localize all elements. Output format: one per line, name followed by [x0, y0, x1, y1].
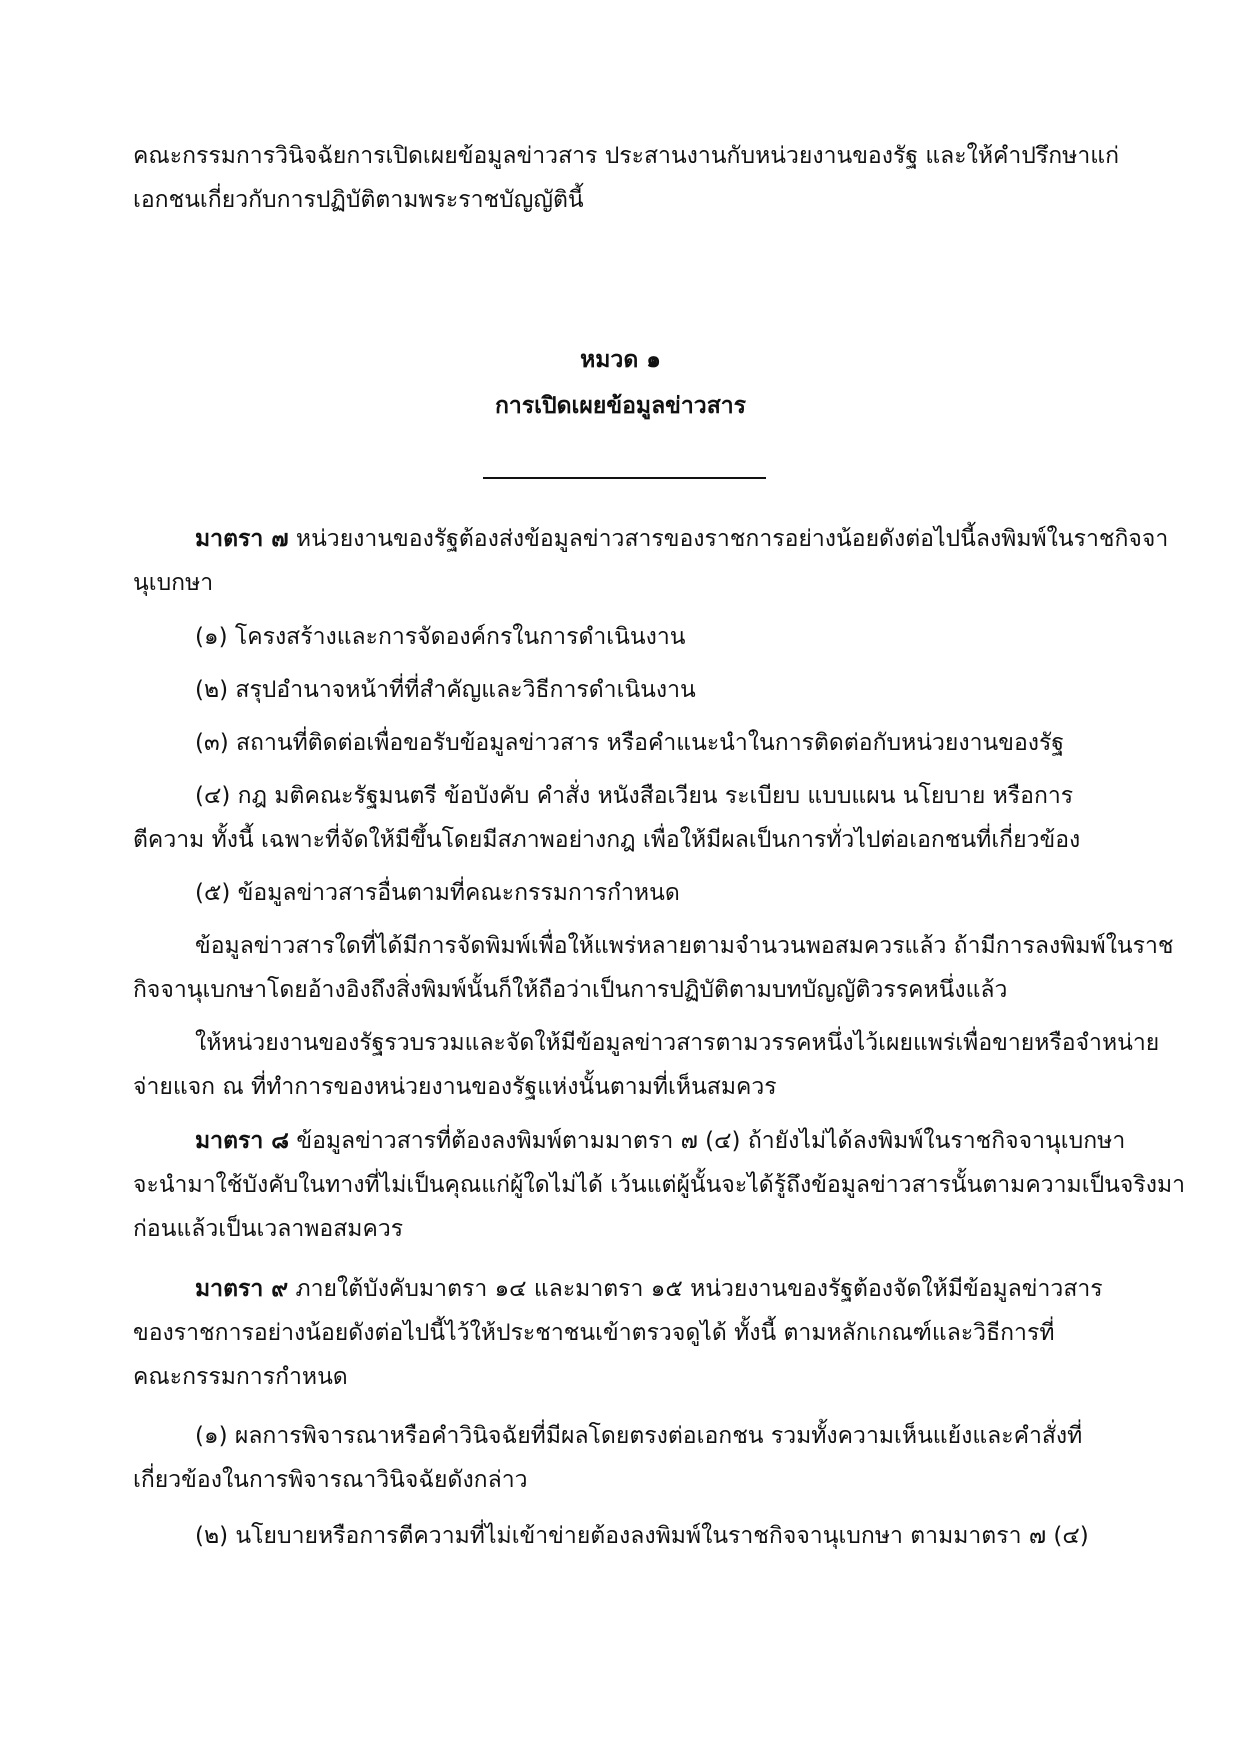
intro-line-2: เอกชนเกี่ยวกับการปฏิบัติตามพระราชบัญญัตินี้ [133, 187, 584, 213]
section-8-label: มาตรา ๘ [195, 1128, 290, 1154]
section-7-para-3-line-1: ให้หน่วยงานของรัฐรวบรวมและจัดให้มีข้อมูลข่าวสารตามวรรคหนึ่งไว้เผยแพร่เพื่อขายหรือจำหน่าย [195, 1030, 1160, 1056]
section-7-label: มาตรา ๗ [195, 526, 289, 552]
section-7-item-4-line-1: (๔) กฎ มติคณะรัฐมนตรี ข้อบังคับ คำสั่ง หนังสือเวียน ระเบียบ แบบแผน นโยบาย หรือการ [195, 783, 1074, 809]
section-7-line-2: นุเบกษา [133, 570, 214, 596]
section-9-item-1-line-1: (๑) ผลการพิจารณาหรือคำวินิจฉัยที่มีผลโดยตรงต่อเอกชน รวมทั้งความเห็นแย้งและคำสั่งที่ [195, 1423, 1083, 1449]
section-8-line-1 [195, 1124, 1125, 1158]
section-7-item-1: (๑) โครงสร้างและการจัดองค์กรในการดำเนินงาน [195, 624, 686, 650]
section-9-line-2: ของราชการอย่างน้อยดังต่อไปนี้ไว้ให้ประชาชนเข้าตรวจดูได้ ทั้งนี้ ตามหลักเกณฑ์และวิธีการที่ [133, 1320, 1055, 1346]
section-7-item-2: (๒) สรุปอำนาจหน้าที่ที่สำคัญและวิธีการดำเนินงาน [195, 677, 696, 703]
section-9-text: ภายใต้บังคับมาตรา ๑๔ และมาตรา ๑๕ หน่วยงานของรัฐต้องจัดให้มีข้อมูลข่าวสาร [288, 1276, 1103, 1302]
section-9-item-1-line-2: เกี่ยวข้องในการพิจารณาวินิจฉัยดังกล่าว [133, 1467, 528, 1493]
section-9-label: มาตรา ๙ [195, 1276, 289, 1302]
section-8-line-2: จะนำมาใช้บังคับในทางที่ไม่เป็นคุณแก่ผู้ใดไม่ได้ เว้นแต่ผู้นั้นจะได้รู้ถึงข้อมูลข่าวสารนั้นตามความเป็นจริงมา [133, 1172, 1186, 1198]
intro-line-1: คณะกรรมการวินิจฉัยการเปิดเผยข้อมูลข่าวสาร ประสานงานกับหน่วยงานของรัฐ และให้คำปรึกษาแก่ [133, 143, 1120, 169]
section-8-text: ข้อมูลข่าวสารที่ต้องลงพิมพ์ตามมาตรา ๗ (๔) ถ้ายังไม่ได้ลงพิมพ์ในราชกิจจานุเบกษา [289, 1128, 1126, 1154]
chapter-number: หมวด ๑ [580, 347, 661, 373]
section-9-line-3: คณะกรรมการกำหนด [133, 1364, 348, 1390]
section-7-item-3: (๓) สถานที่ติดต่อเพื่อขอรับข้อมูลข่าวสาร หรือคำแนะนำในการติดต่อกับหน่วยงานของรัฐ [195, 730, 1065, 756]
section-7-text: หน่วยงานของรัฐต้องส่งข้อมูลข่าวสารของราชการอย่างน้อยดังต่อไปนี้ลงพิมพ์ในราชกิจจา [288, 526, 1169, 552]
section-7-item-4-line-2: ตีความ ทั้งนี้ เฉพาะที่จัดให้มีขึ้นโดยมีสภาพอย่างกฎ เพื่อให้มีผลเป็นการทั่วไปต่อเอกชนที่เกี่ยวข้อง [133, 827, 1081, 853]
section-9-item-2: (๒) นโยบายหรือการตีความที่ไม่เข้าข่ายต้องลงพิมพ์ในราชกิจจานุเบกษา ตามมาตรา ๗ (๔) [195, 1523, 1089, 1549]
section-7-line-1 [195, 522, 1168, 556]
section-7-para-2-line-2: กิจจานุเบกษาโดยอ้างอิงถึงสิ่งพิมพ์นั้นก็ให้ถือว่าเป็นการปฏิบัติตามบทบัญญัติวรรคหนึ่งแล้ว [133, 977, 1008, 1003]
section-7-para-2-line-1: ข้อมูลข่าวสารใดที่ได้มีการจัดพิมพ์เพื่อให้แพร่หลายตามจำนวนพอสมควรแล้ว ถ้ามีการลงพิมพ์ในราช [195, 933, 1174, 959]
section-divider [483, 477, 766, 479]
chapter-title: การเปิดเผยข้อมูลข่าวสาร [494, 393, 747, 419]
section-7-item-5: (๕) ข้อมูลข่าวสารอื่นตามที่คณะกรรมการกำหนด [195, 880, 680, 906]
section-9-line-1 [195, 1272, 1103, 1306]
section-8-line-3: ก่อนแล้วเป็นเวลาพอสมควร [133, 1216, 404, 1242]
section-7-para-3-line-2: จ่ายแจก ณ ที่ทำการของหน่วยงานของรัฐแห่งนั้นตามที่เห็นสมควร [133, 1074, 777, 1100]
